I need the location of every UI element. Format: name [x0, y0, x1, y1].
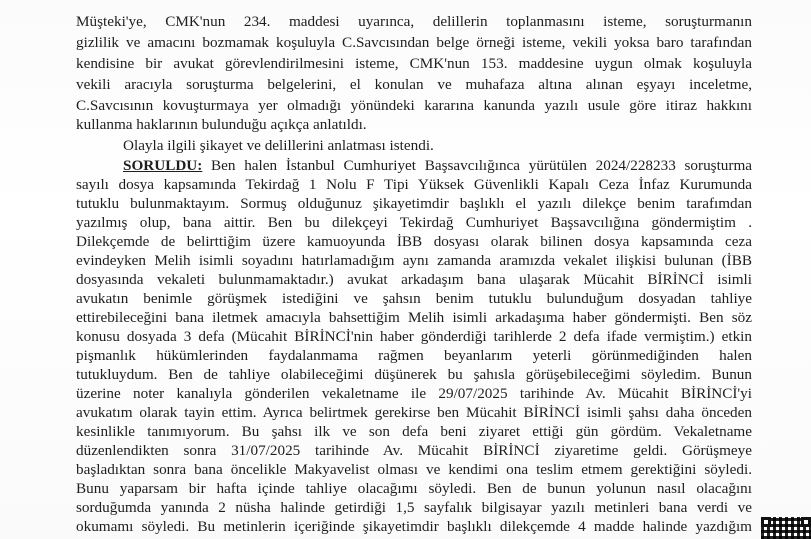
statement-line: tutukluydum. Ben de tahliye olabileceğimi düşünerek bu şahısla görüşebileceğimi söyledim. Bunun [76, 366, 752, 383]
statement-line: düzenlendikten sonra 31/07/2025 tarihinde Av. Mücahit BİRİNCİ ziyaretime geldi. Görüşmeye [76, 442, 752, 459]
statement-line: Bunu yaparsam bir hafta içinde tahliye olacağımı söyledi. Ben de bunun yolunun nasıl olacağını [76, 480, 752, 497]
qr-code-icon [761, 517, 811, 539]
statement-lead: SORULDU: [123, 157, 203, 174]
statement-line: yazılmış olup, bana aittir. Ben bu dilekçeyi Tekirdağ Cumhuriyet Başsavcılığına göndermiştim . [76, 214, 752, 231]
rights-line-1: Müşteki'ye, CMK'nun 234. maddesi uyarınca, delillerin toplanmasını isteme, soruşturmanın [76, 13, 752, 30]
statement-line: Dilekçemde de belirttiğim üzere kamuoyunda İBB dosyası olarak bilinen dosya kapsamında ceza [76, 233, 752, 250]
statement-line: başladıktan sonra bana öncelikle Makyavelist olması ve kendimi ona teslim etmem gerektiğini söyledi. [76, 461, 752, 478]
statement-line: sayılı dosya kapsamında Tekirdağ 1 Nolu F Tipi Yüksek Güvenlikli Kapalı Ceza İnfaz Kurumunda [76, 176, 752, 193]
statement-line: üzerine noter kanalıyla gönderilen vekaletname ile 29/07/2025 tarihinde Av. Mücahit BİRİNCİ'yi [76, 385, 752, 402]
statement-line: evindeyken Melih isimli soyadını hatırlamadığım aynı zamanda aramızda vekalet ilişkisi bulunan (İBB [76, 252, 752, 269]
statement-line: ettirebileceğini bana iletmek amacıyla bahsettiğim Melih isimli arkadaşıma haber göndermişti. Ben söz [76, 309, 752, 326]
rights-line-2: gizlilik ve amacını bozmamak koşuluyla C.Savcısından belge örneği isteme, vekili yoksa baro tarafından [76, 34, 752, 51]
statement-line: avukatım olarak tayin ettim. Ayrıca belirtmek gerekirse ben Mücahit BİRİNCİ isimli şahsı daha önceden [76, 404, 752, 421]
statement-line: kesinlikle tanımıyorum. Bu şahsı ilk ve son defa beni ziyaret ettiği gün gördüm. Vekaletname [76, 423, 752, 440]
statement-line: tutuklu bulunmaktayım. Sormuş olduğunuz şikayetimdir başlıklı el yazılı dilekçe benim tarafımdan [76, 195, 752, 212]
statement-line: okumamı söyledi. Bu metinlerin içeriğinde şikayetimdir başlıklı dilekçemde 4 madde halinde yazdığım [76, 518, 752, 535]
statement-line: sorduğumda yanında 2 nüsha halinde getirdiği 1,5 sayfalık bilgisayar yazılı metinleri bana verdi ve [76, 499, 752, 516]
statement-first-line [123, 156, 752, 175]
statement-first-text: Ben halen İstanbul Cumhuriyet Başsavcılığınca yürütülen 2024/228233 soruşturma [211, 157, 752, 174]
rights-line-3: kendisine bir avukat görevlendirilmesini isteme, CMK'nun 153. maddesine uygun olmak koşuluyla [76, 55, 752, 72]
statement-line: avukatın benimle görüşmek istediğini ve şahsın benim tutuklu bulunduğum dosyadan tahliye [76, 290, 752, 307]
rights-line-5: C.Savcısının kovuşturmaya yer olmadığı yönündeki kararına kanunda yazılı usule göre itiraz hakkını [76, 97, 752, 114]
statement-line: dosyasında vekaleti bulunmamaktadır.) avukat arkadaşım bana ulaşarak Mücahit BİRİNCİ isimli [76, 271, 752, 288]
rights-line-6: kullanma haklarının bulunduğu açıkça anlatıldı. [76, 116, 367, 133]
rights-line-4: vekili aracıyla soruşturma belgelerini, el konulan ve muhafaza altına alınan eşyayı inceletme, [76, 76, 752, 93]
complaint-request: Olayla ilgili şikayet ve delillerini anlatması istendi. [123, 137, 434, 154]
statement-line: konusu dosyada 3 defa (Mücahit BİRİNCİ'nin haber gönderdiği tarihlerde 2 defa ifade vermiştim.) etkin [76, 328, 752, 345]
statement-line: pişmanlık hükümlerinden faydalanmama rağmen beyanlarım yeterli görünmediğinden halen [76, 347, 752, 364]
